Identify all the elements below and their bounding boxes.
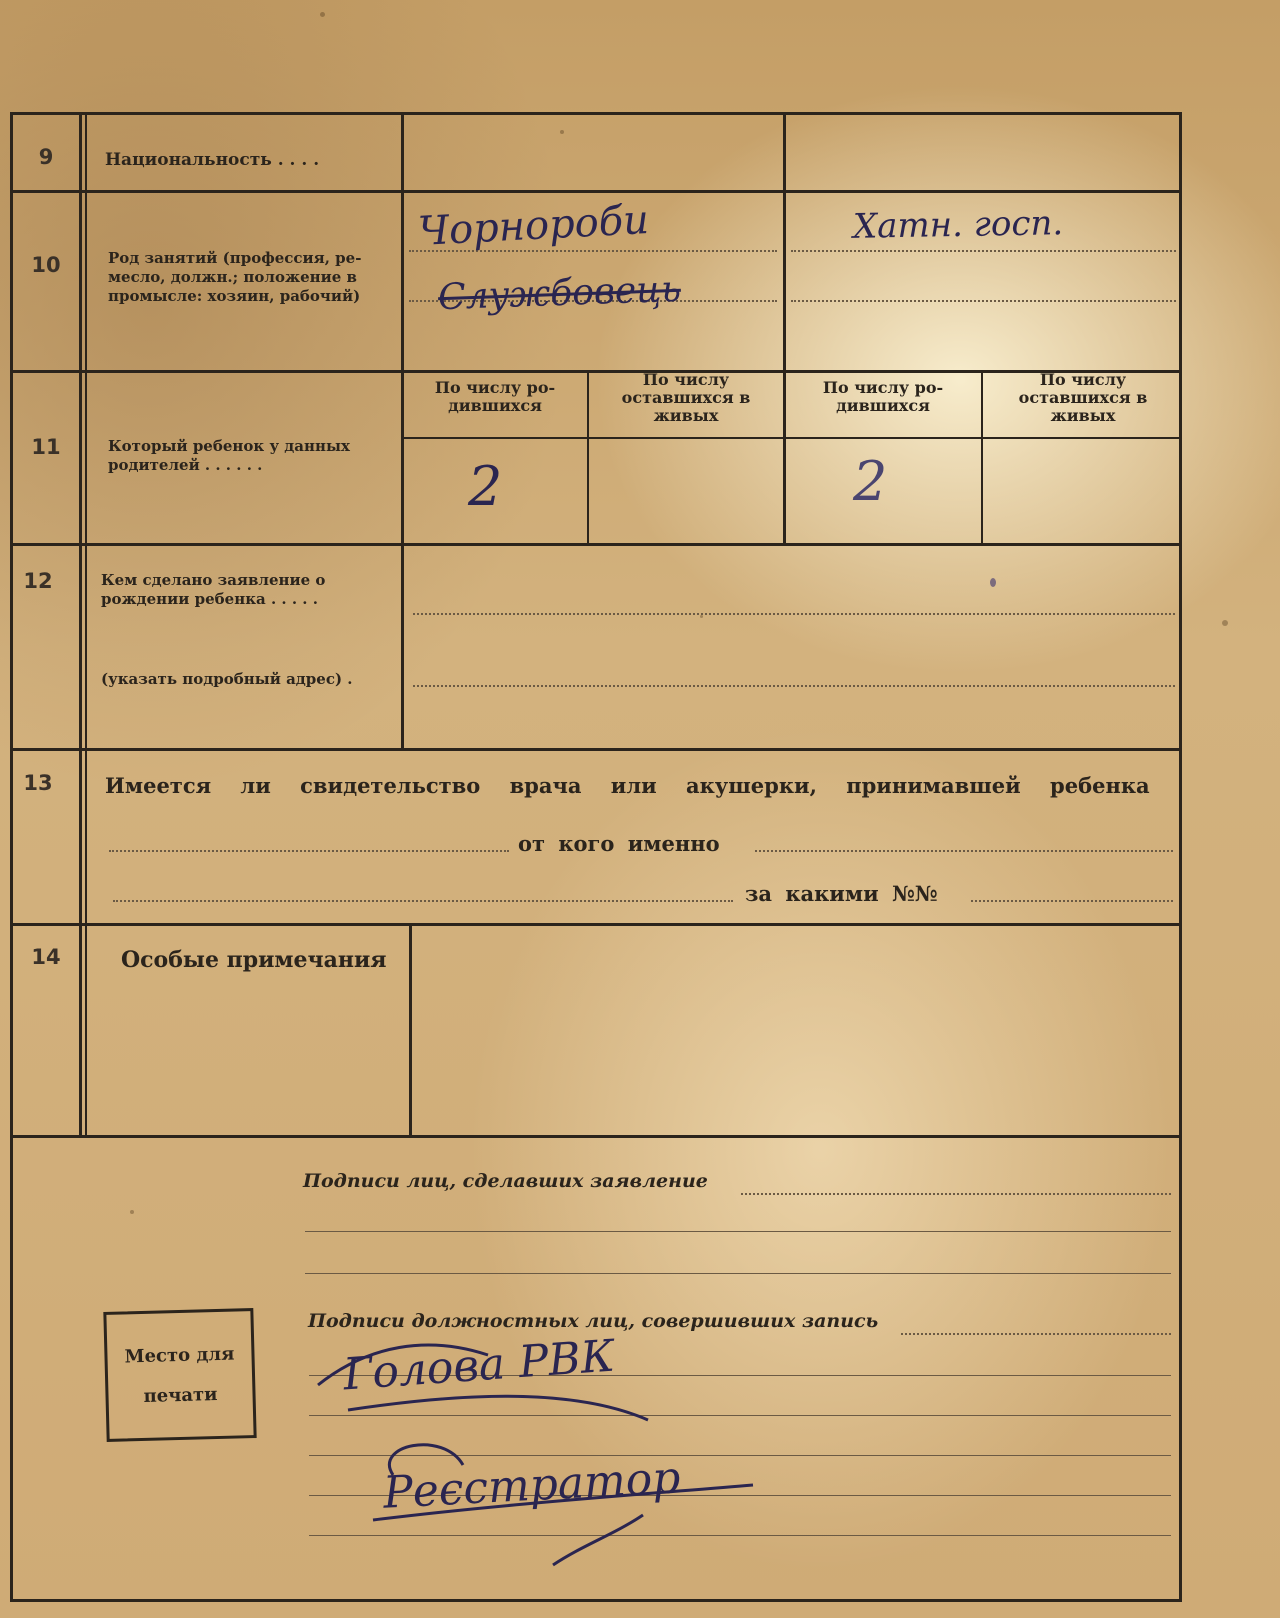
subcolumn-line bbox=[587, 370, 589, 543]
header-line: По числу ро- bbox=[434, 378, 556, 397]
row-divider bbox=[13, 543, 1179, 546]
fill-line bbox=[971, 900, 1173, 902]
label-line: Который ребенок у данных bbox=[108, 437, 350, 455]
row-divider bbox=[13, 1135, 1179, 1138]
fill-line bbox=[791, 250, 1176, 252]
signature-line bbox=[305, 1231, 1171, 1232]
label-line: промысле: хозяин, рабочий) bbox=[108, 287, 361, 305]
row-number-14: 14 bbox=[31, 945, 61, 969]
subcolumn-line bbox=[981, 370, 983, 543]
doctor-certificate-question: Имеется ли свидетельство врача или акушерки, принимавшей ребенка bbox=[105, 773, 1150, 798]
nationality-label: Национальность . . . . bbox=[105, 150, 320, 170]
applicant-label bbox=[101, 571, 396, 609]
header-line: По числу ро- bbox=[822, 378, 944, 397]
fill-line bbox=[413, 613, 1175, 615]
paper-speck bbox=[320, 12, 325, 17]
address-label: (указать подробный адрес) . bbox=[101, 670, 353, 688]
header-line: живых bbox=[653, 406, 719, 425]
fill-line bbox=[755, 850, 1173, 852]
row-number-9: 9 bbox=[38, 145, 54, 169]
row-divider bbox=[13, 923, 1179, 926]
label-line: Кем сделано заявление о bbox=[101, 571, 326, 589]
signature-registrar: Реєстратор bbox=[381, 1452, 682, 1519]
born-count-father: 2 bbox=[468, 455, 503, 518]
header-alive-mother bbox=[985, 371, 1181, 425]
header-line: По числу bbox=[1039, 370, 1127, 389]
numbers-label: за какими №№ bbox=[745, 881, 938, 906]
number-column-line bbox=[85, 115, 87, 1135]
fill-line bbox=[791, 300, 1176, 302]
row-number-10: 10 bbox=[31, 253, 61, 277]
header-line: По числу bbox=[642, 370, 730, 389]
mother-occupation-handwritten: Хатн. госп. bbox=[852, 203, 1064, 247]
header-line: живых bbox=[1050, 406, 1116, 425]
parents-column-line bbox=[783, 115, 786, 543]
label-line: месло, должн.; положение в bbox=[108, 268, 357, 286]
header-alive-father bbox=[591, 371, 781, 425]
occupation-label bbox=[108, 249, 398, 306]
row-number-13: 13 bbox=[23, 771, 53, 795]
fill-line bbox=[413, 685, 1175, 687]
from-whom-label: от кого именно bbox=[518, 831, 720, 856]
row-number-12: 12 bbox=[23, 569, 53, 593]
fill-line bbox=[109, 850, 509, 852]
header-line: дившихся bbox=[448, 396, 542, 415]
row-divider bbox=[13, 190, 1179, 193]
stamp-label-line: печати bbox=[143, 1384, 218, 1407]
number-column-line bbox=[79, 115, 82, 1135]
label-line: Род занятий (профессия, ре- bbox=[108, 249, 362, 267]
subheader-line bbox=[401, 437, 1179, 439]
header-line: оставшихся в bbox=[621, 388, 751, 407]
label-line: родителей . . . . . . bbox=[108, 456, 263, 474]
father-occupation-crossed: Службовець bbox=[437, 268, 682, 319]
label-line: рождении ребенка . . . . . bbox=[101, 590, 318, 608]
header-born-mother bbox=[787, 379, 979, 415]
row-number-11: 11 bbox=[31, 435, 61, 459]
signature-line bbox=[901, 1333, 1171, 1335]
fill-line bbox=[113, 900, 733, 902]
stamp-placeholder bbox=[103, 1308, 256, 1442]
signature-line bbox=[305, 1273, 1171, 1274]
signature-head: Голова РВК bbox=[341, 1330, 617, 1401]
father-occupation-handwritten: Чорнороби bbox=[416, 196, 650, 256]
header-line: оставшихся в bbox=[1018, 388, 1148, 407]
signature-head-flourish bbox=[308, 1325, 668, 1435]
special-notes-label: Особые примечания bbox=[121, 947, 387, 973]
born-count-mother: 2 bbox=[853, 450, 888, 513]
child-order-label bbox=[108, 437, 398, 475]
signature-line bbox=[741, 1193, 1171, 1195]
label-column-line bbox=[409, 923, 412, 1135]
header-born-father bbox=[405, 379, 585, 415]
signature-registrar-flourish bbox=[353, 1425, 773, 1575]
row-divider bbox=[13, 748, 1179, 751]
officials-signatures-label: Подписи должностных лиц, совершивших запись bbox=[308, 1310, 879, 1332]
applicants-signatures-label: Подписи лиц, сделавших заявление bbox=[303, 1170, 708, 1192]
header-line: дившихся bbox=[836, 396, 930, 415]
paper-speck bbox=[1222, 620, 1228, 626]
stamp-label-line: Место для bbox=[124, 1343, 235, 1368]
label-column-line bbox=[401, 115, 404, 748]
